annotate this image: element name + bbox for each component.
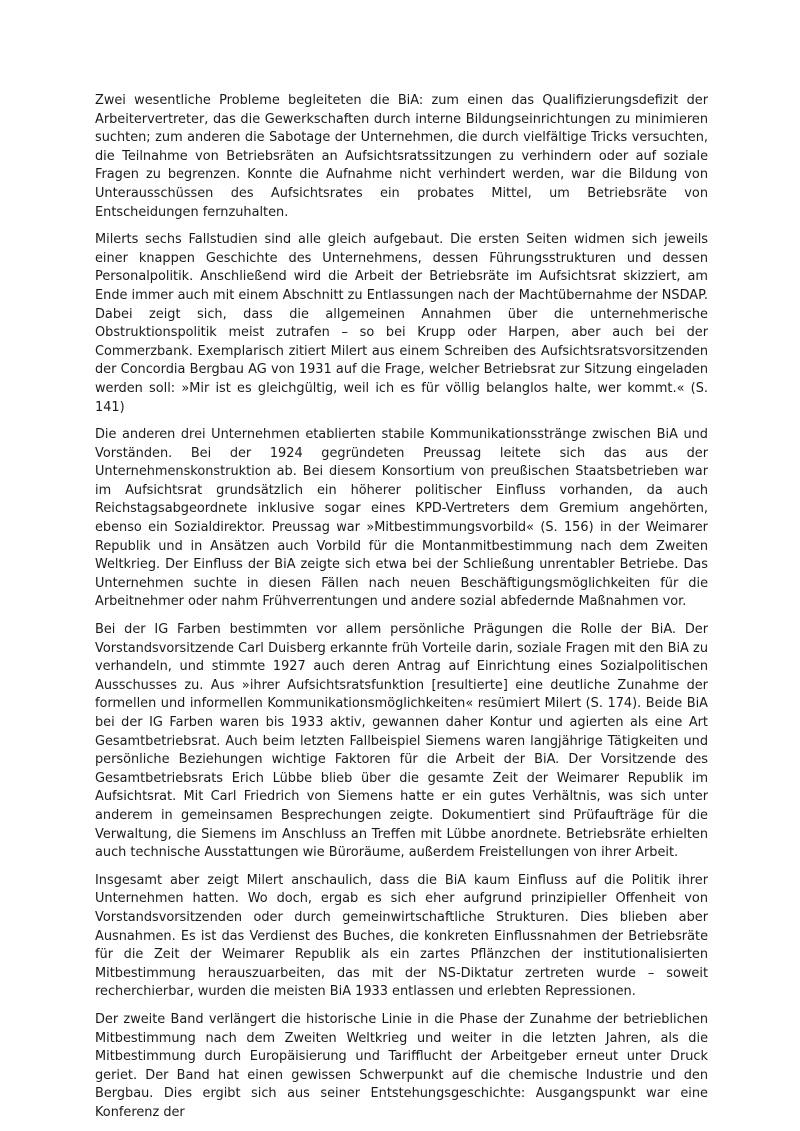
paragraph-4: Bei der IG Farben bestimmten vor allem persönliche Prägungen die Rolle der BiA. Der Vorstandsvorsitzende Carl Duisberg erkannte früh Vorteile darin, soziale Fragen mit den BiA zu verhandeln, und stimmte 1927 auch deren Antrag auf Einrichtung eines Sozialpolitischen Ausschusses zu. Aus »ihrer Aufsichtsratsfunktion [resultierte] eine deutliche Zunahme der formellen und informellen Kommunikationsmöglichkeiten« resümiert Milert (S. 174). Beide BiA bei der IG Farben waren bis 1933 aktiv, gewannen daher Kontur und agierten als eine Art Gesamtbetriebsrat. Auch beim letzten Fallbeispiel Siemens waren langjährige Tätigkeiten und persönliche Beziehungen wichtige Faktoren für die Arbeit der BiA. Der Vorsitzende des Gesamtbetriebsrats Erich Lübbe blieb über die gesamte Zeit der Weimarer Republik im Aufsichtsrat. Mit Carl Friedrich von Siemens hatte er ein gutes Verhältnis, was sich unter anderem in gemeinsamen Besprechungen zeigte. Dokumentiert sind Prüfaufträge für die Verwaltung, die Siemens im Anschluss an Treffen mit Lübbe anordnete. Betriebsräte erhielten auch technische Ausstattungen wie Büroräume, außerdem Freistellungen von ihrer Arbeit. [95,622,708,861]
paragraph-5: Insgesamt aber zeigt Milert anschaulich, dass die BiA kaum Einfluss auf die Politik ihrer Unternehmen hatten. Wo doch, ergab es sich eher aufgrund prinzipieller Offenheit von Vorstandsvorsitzenden oder durch gemeinwirtschaftliche Strukturen. Dies blieben aber Ausnahmen. Es ist das Verdienst des Buches, die konkreten Einflussnahmen der Betriebsräte für die Zeit der Weimarer Republik als ein zartes Pflänzchen der institutionalisierten Mitbestimmung herauszuarbeiten, das mit der NS-Diktatur zertreten wurde – soweit recherchierbar, wurden die meisten BiA 1933 entlassen und erlebten Repressionen. [95,872,708,1000]
paragraph-1: Zwei wesentliche Probleme begleiteten die BiA: zum einen das Qualifizierungsdefizit der Arbeitervertreter, das die Gewerkschaften durch interne Bildungseinrichtungen zu minimieren suchten; zum anderen die Sabotage der Unternehmen, die durch vielfältige Tricks versuchten, die Teilnahme von Betriebsräten an Aufsichtsratssitzungen zu verhindern oder auf soziale Fragen zu begrenzen. Konnte die Aufnahme nicht verhindert werden, war die Bildung von Unterausschüssen des Aufsichtsrates ein probates Mittel, um Betriebsräte von Entscheidungen fernzuhalten. [95,93,708,220]
paragraph-2: Milerts sechs Fallstudien sind alle gleich aufgebaut. Die ersten Seiten widmen sich jeweils einer knappen Geschichte des Unternehmens, dessen Führungsstrukturen und dessen Personalpolitik. Anschließend wird die Arbeit der Betriebsräte im Aufsichtsrat skizziert, am Ende immer auch mit einem Abschnitt zu Entlassungen nach der Machtübernahme der NSDAP. Dabei zeigt sich, dass die allgemeinen Annahmen über die unternehmerische Obstruktionspolitik meist zutrafen – so bei Krupp oder Harpen, aber auch bei der Commerzbank. Exemplarisch zitiert Milert aus einem Schreiben des Aufsichtsratsvorsitzenden der Concordia Bergbau AG von 1931 auf die Frage, welcher Betriebsrat zur Sitzung eingeladen werden soll: »Mir ist es gleichgültig, weil ich es für völlig belanglos halte, wer kommt.« (S. 141) [95,232,708,415]
paragraph-6: Der zweite Band verlängert die historische Linie in die Phase der Zunahme der betrieblichen Mitbestimmung nach dem Zweiten Weltkrieg und weiter in die letzten Jahren, als die Mitbestimmung durch Europäisierung und Tarifflucht der Arbeitgeber erneut unter Druck geriet. Der Band hat einen gewissen Schwerpunkt auf die chemische Industrie und den Bergbau. Dies ergibt sich aus seiner Entstehungsgeschichte: Ausgangspunkt war eine Konferenz der [95,1011,708,1120]
paragraph-3: Die anderen drei Unternehmen etablierten stabile Kommunikationsstränge zwischen BiA und Vorständen. Bei der 1924 gegründeten Preussag leitete sich das aus der Unternehmenskonstruktion ab. Bei diesem Konsortium von preußischen Staatsbetrieben war im Aufsichtsrat grundsätzlich ein höherer politischer Einfluss vorhanden, da auch Reichstagsabgeordnete inklusive sogar eines KPD-Vertreters dem Gremium angehörten, ebenso ein Sozialdirektor. Preussag war »Mitbestimmungsvorbild« (S. 156) in der Weimarer Republik und in Ansätzen auch Vorbild für die Montanmitbestimmung nach dem Zweiten Weltkrieg. Der Einfluss der BiA zeigte sich etwa bei der Schließung unrentabler Betriebe. Das Unternehmen suchte in diesen Fällen nach neuen Beschäftigungsmöglichkeiten für die Arbeitnehmer oder nahm Frühverrentungen und andere sozial abfedernde Maßnahmen vor. [95,427,708,610]
document-page [95,92,708,1131]
